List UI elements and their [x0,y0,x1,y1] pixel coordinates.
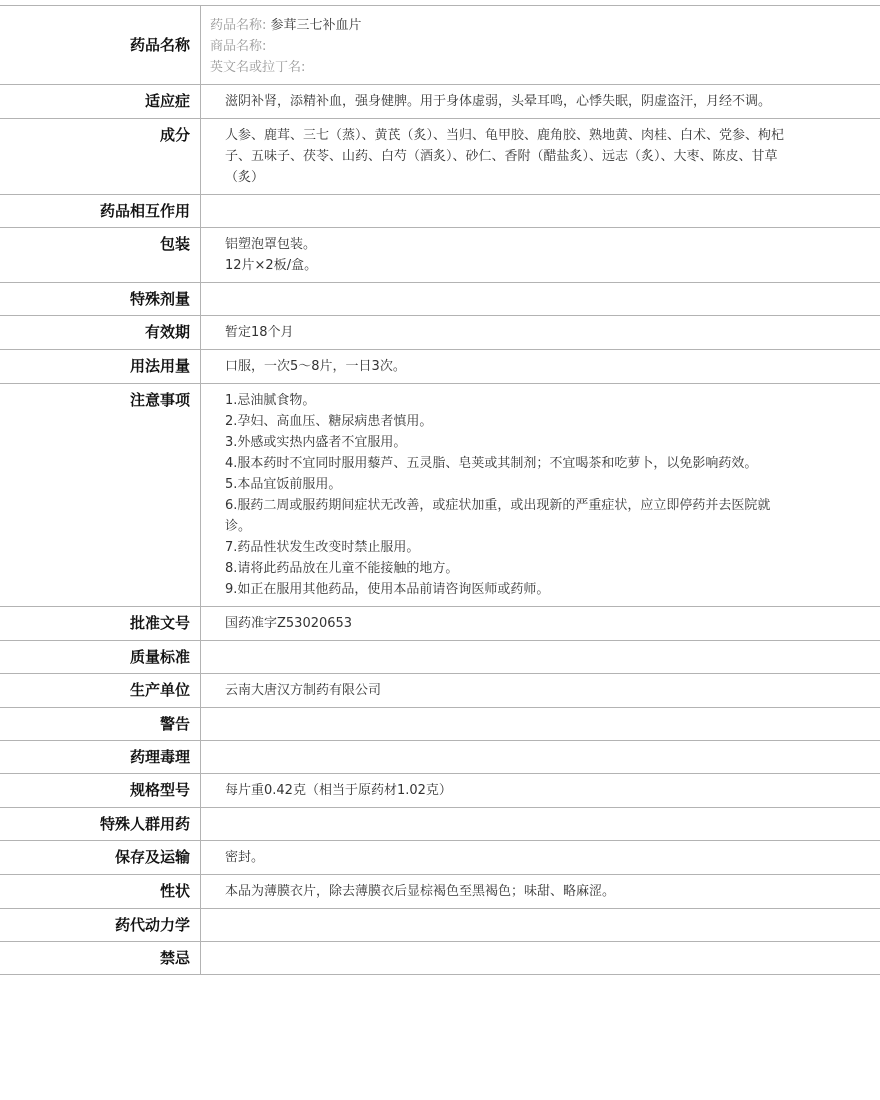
warning-value [201,708,880,741]
quality-standard-value [201,641,880,674]
approval-number-label: 批准文号 [0,607,201,641]
generic-name-label: 药品名称: [210,18,267,33]
drug-name-values [201,6,880,85]
precaution-item: 9.如正在服用其他药品，使用本品前请咨询医师或药师。 [225,582,550,597]
manufacturer-label: 生产单位 [0,674,201,708]
ingredients-row [0,119,880,195]
approval-number-value: 国药准字Z53020653 [201,607,880,641]
pharmacokinetics-row [0,909,880,942]
precautions-value [201,384,880,607]
usage-value: 口服，一次5～8片，一日3次。 [201,350,880,384]
contraindications-value [201,942,880,975]
storage-row [0,841,880,875]
description-value: 本品为薄膜衣片，除去薄膜衣后显棕褐色至黑褐色；味甜、略麻涩。 [201,875,880,909]
quality-standard-row [0,641,880,674]
packaging-label: 包装 [0,228,201,283]
approval-number-row [0,607,880,641]
packaging-value [201,228,880,283]
usage-row [0,350,880,384]
shelf-life-label: 有效期 [0,316,201,350]
indications-value: 滋阴补肾，添精补血，强身健脾。用于身体虚弱，头晕耳鸣，心悸失眠，阴虚盗汗，月经不调。 [201,85,880,119]
warning-row [0,708,880,741]
shelf-life-row [0,316,880,350]
precaution-item: 3.外感或实热内盛者不宜服用。 [225,435,407,450]
pharmacology-row [0,741,880,774]
interactions-row [0,195,880,228]
generic-name-value: 参茸三七补血片 [270,18,362,33]
pharmacology-value [201,741,880,774]
pharmacokinetics-value [201,909,880,942]
english-name-label: 英文名或拉丁名: [210,60,306,75]
precaution-item: 2.孕妇、高血压、糖尿病患者慎用。 [225,414,433,429]
shelf-life-value: 暂定18个月 [201,316,880,350]
contraindications-row [0,942,880,975]
special-dosage-label: 特殊剂量 [0,283,201,316]
special-populations-label: 特殊人群用药 [0,808,201,841]
special-populations-value [201,808,880,841]
precautions-label: 注意事项 [0,384,201,607]
description-label: 性状 [0,875,201,909]
drug-name-row [0,6,880,85]
manufacturer-row [0,674,880,708]
ingredients-label: 成分 [0,119,201,195]
special-dosage-value [201,283,880,316]
indications-label: 适应症 [0,85,201,119]
manufacturer-value: 云南大唐汉方制药有限公司 [201,674,880,708]
warning-label: 警告 [0,708,201,741]
drug-name-label: 药品名称 [0,6,201,85]
precaution-item: 8.请将此药品放在儿童不能接触的地方。 [225,561,459,576]
pharmacokinetics-label: 药代动力学 [0,909,201,942]
drug-spec-table [0,5,880,975]
storage-label: 保存及运输 [0,841,201,875]
ingredients-value: 人参、鹿茸、三七（蒸）、黄芪（炙）、当归、龟甲胶、鹿角胶、熟地黄、肉桂、白术、党参、枸杞子、五味子、茯苓、山药、白芍（酒炙）、砂仁、香附（醋盐炙）、远志（炙）、大枣、陈皮、甘草（炙） [201,119,880,195]
specification-row [0,774,880,808]
packaging-line: 铝塑泡罩包装。 [225,237,317,252]
precautions-row [0,384,880,607]
packaging-line: 12片×2板/盒。 [225,258,318,273]
generic-name-line [210,15,870,36]
precaution-item: 6.服药二周或服药期间症状无改善，或症状加重，或出现新的严重症状，应立即停药并去医院就诊。 [225,498,771,534]
pharmacology-label: 药理毒理 [0,741,201,774]
precaution-item: 5.本品宜饭前服用。 [225,477,342,492]
precaution-item: 7.药品性状发生改变时禁止服用。 [225,540,420,555]
special-dosage-row [0,283,880,316]
quality-standard-label: 质量标准 [0,641,201,674]
specification-label: 规格型号 [0,774,201,808]
usage-label: 用法用量 [0,350,201,384]
interactions-label: 药品相互作用 [0,195,201,228]
description-row [0,875,880,909]
interactions-value [201,195,880,228]
indications-row [0,85,880,119]
precaution-item: 1.忌油腻食物。 [225,393,316,408]
special-populations-row [0,808,880,841]
trade-name-label: 商品名称: [210,39,267,54]
precaution-item: 4.服本药时不宜同时服用藜芦、五灵脂、皂荚或其制剂；不宜喝茶和吃萝卜，以免影响药效。 [225,456,758,471]
contraindications-label: 禁忌 [0,942,201,975]
packaging-row [0,228,880,283]
specification-value: 每片重0.42克（相当于原药材1.02克） [201,774,880,808]
storage-value: 密封。 [201,841,880,875]
